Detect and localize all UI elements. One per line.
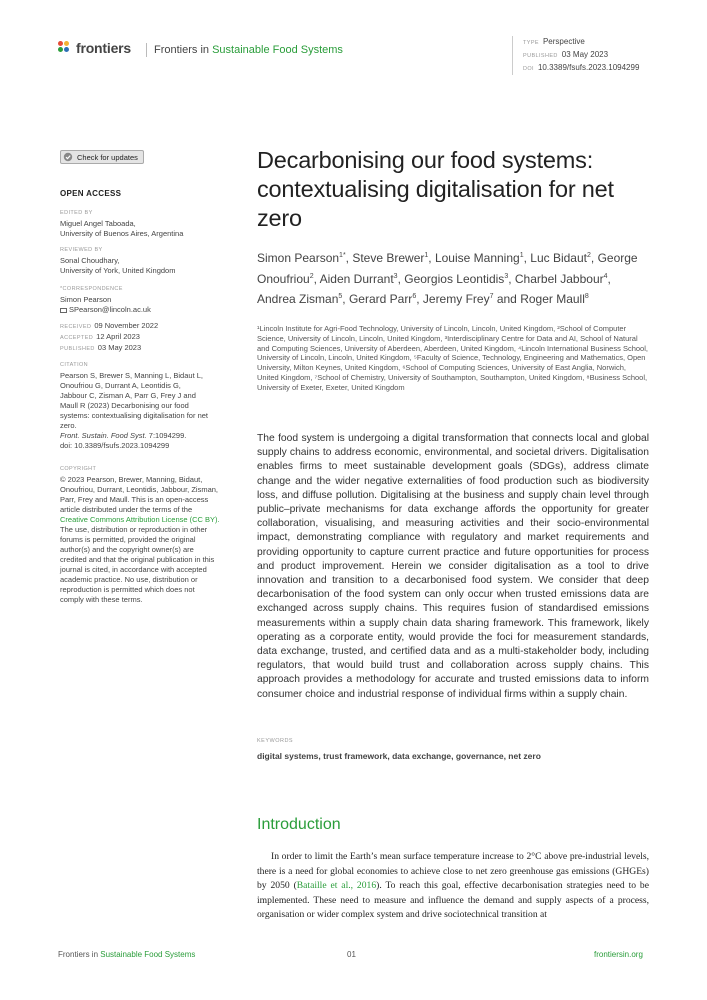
copyright-line: forums is permitted, provided the original (60, 535, 196, 544)
author-affiliation-mark: 2 (309, 272, 314, 280)
affiliations: ¹Lincoln Institute for Agri-Food Technology, University of Lincoln, Lincoln, United Kingdom, ²School of Computer Science, University of Lincoln, Lincoln, United Kingdom, ³Interdisciplinary Centre for Data and AI, School of Natural and Computing Sciences, University of Aberdeen, Aberdeen, United Kingdom, ⁴Lincoln International Business School, University of Lincoln, Lincoln, United Kingdom, ⁵Faculty of Science, Technology, Engineering and Mathematics, Open University, Milton Keynes, United Kingdom, ⁶School of Computing Sciences, University of East Anglia, Norwich, United Kingdom, ⁷School of Chemistry, University of Southampton, Southampton, United Kingdom, ⁸Business School, University of Exeter, Exeter, United Kingdom (257, 324, 648, 392)
author-name[interactable]: George Onoufriou (257, 251, 638, 286)
reviewed-by (60, 245, 240, 276)
sidebar-published-label: PUBLISHED (60, 346, 95, 352)
correspondence-name: Simon Pearson (60, 295, 112, 304)
author-list: Simon Pearson$^{1*}$, Steve Brewer$^1$, Louise Manning$^1$, Luc Bidaut$^2$, George Onoufriou$^2$, Aiden Durrant$^3$, Georgios Leontidis$^3$, Charbel Jabbour$^4$, Andrea Zisman$^5$, Gerard Parr$^6$, Jeremy Frey$^7$ and Roger Maull$^8$ (257, 251, 638, 306)
doi-label: DOI (523, 66, 534, 72)
keywords-label: KEYWORDS (257, 738, 294, 744)
brand-name: frontiers (76, 40, 131, 56)
correspondence (60, 284, 240, 315)
accepted-label: ACCEPTED (60, 335, 94, 341)
citation-line: Maull R (2023) Decarbonising our food (60, 401, 189, 410)
author-name[interactable]: Steve Brewer (352, 251, 425, 265)
author-affiliation-mark: 1 (424, 252, 429, 259)
citation-line: zero. (60, 421, 77, 430)
author-affiliation-mark: 2 (586, 252, 591, 259)
received-label: RECEIVED (60, 324, 92, 330)
correspondence-label: *CORRESPONDENCE (60, 286, 123, 292)
citation-journal-line (60, 431, 240, 441)
article-meta (512, 36, 663, 75)
keywords: digital systems, trust framework, data exchange, governance, net zero (257, 751, 541, 761)
copyright-line: academic practice. No use, distribution or (60, 575, 198, 584)
journal-prefix: Frontiers in (154, 44, 213, 56)
published-label: PUBLISHED (523, 53, 558, 59)
citation-label: CITATION (60, 362, 89, 368)
mail-icon (60, 308, 67, 313)
page-number: 01 (347, 950, 356, 959)
author-affiliation-mark: 1 (519, 252, 524, 259)
author-affiliation-mark: 3 (504, 272, 509, 280)
copyright-line: article distributed under the terms of the (60, 505, 193, 514)
author-affiliation-mark: 6 (412, 293, 417, 300)
copyright-line: comply with these terms. (60, 595, 143, 604)
copyright-line: reproduction is permitted which does not (60, 585, 195, 594)
citation-line: Jabbour C, Zisman A, Parr G, Frey J and (60, 391, 196, 400)
type-value: Perspective (542, 37, 585, 46)
author-name[interactable]: Jeremy Frey (422, 292, 490, 306)
journal-title: Sustainable Food Systems (212, 44, 343, 56)
citation (60, 360, 240, 451)
author-affiliation-mark: 3 (393, 272, 398, 280)
citation-doi[interactable]: doi: 10.3389/fsufs.2023.1094299 (60, 441, 170, 450)
edited-by (60, 208, 240, 239)
author-name[interactable]: Georgios Leontidis (404, 271, 505, 286)
copyright-line: credited and that the original publication in this (60, 555, 215, 564)
edited-by-label: EDITED BY (60, 210, 93, 216)
frontiers-logo-icon (58, 41, 72, 55)
article-dates (60, 321, 240, 354)
open-access-label: OPEN ACCESS (60, 189, 122, 198)
author-name[interactable]: Charbel Jabbour (514, 271, 604, 286)
footer-journal[interactable]: Frontiers in Sustainable Food Systems (58, 950, 196, 959)
copyright-label: COPYRIGHT (60, 466, 97, 472)
citation-line: systems: contextualising digitalisation for net (60, 411, 208, 420)
editor-affiliation: University of Buenos Aires, Argentina (60, 229, 184, 238)
copyright-line: Parr, Frey and Maull. This is an open-access (60, 495, 209, 504)
published-value: 03 May 2023 (561, 50, 609, 59)
editor-name: Miguel Angel Taboada, (60, 219, 136, 228)
license-link[interactable]: Creative Commons Attribution License (CC BY). (60, 515, 220, 524)
introduction-heading: Introduction (257, 816, 341, 833)
author-affiliation-mark: 1* (339, 252, 346, 259)
doi-value[interactable]: 10.3389/fsufs.2023.1094299 (537, 63, 640, 72)
article-title: Decarbonising our food systems: contextualising digitalisation for net zero (257, 147, 614, 231)
update-icon (63, 152, 73, 162)
footer-site-link[interactable]: frontiersin.org (594, 950, 643, 959)
author-name[interactable]: Gerard Parr (348, 292, 413, 306)
copyright-line: journal is cited, in accordance with accepted (60, 565, 207, 574)
author-affiliation-mark: 5 (338, 293, 343, 300)
author-name[interactable]: Simon Pearson (257, 251, 340, 265)
copyright-line: © 2023 Pearson, Brewer, Manning, Bidaut, (60, 475, 203, 484)
sidebar-published-value: 03 May 2023 (97, 343, 142, 352)
check-updates-label: Check for updates (77, 152, 138, 162)
copyright (60, 464, 240, 605)
author-name[interactable]: Luc Bidaut (530, 251, 587, 265)
author-affiliation-mark: 7 (489, 293, 494, 300)
intro-text: In order to limit the Earth’s mean surface temperature increase to 2°C above pre-industrial levels, there is a need for global economies to achieve close to net zero greenhouse gas emissions (GHGEs) by 2050 ( (257, 851, 649, 892)
author-name[interactable]: Louise Manning (434, 251, 520, 265)
correspondence-email[interactable]: SPearson@lincoln.ac.uk (60, 305, 240, 315)
reviewer-name: Sonal Choudhary, (60, 256, 120, 265)
abstract: The food system is undergoing a digital transformation that connects local and global supply chains to address economic, environmental, and societal drivers. Digitalisation enables firms to meet sustainable development goals (SDGs), address climate change and the wider negative externalities of food production such as biodiversity loss, and diffuse pollution. Digitalising at the business and supply chain level through public–private mechanisms for data exchange affords the opportunity for greater collaboration, visualising, and measuring activities and their socio-environmental impact, demonstrating compliance with regulatory and market requirements and providing opportunity to capture current practice and future opportunities for process and product improvement. Herein we consider digitalisation as a tool to drive innovation and transition to a decarbonised food system. We consider that deep decarbonisation of the food system can only occur when trusted emissions data are exchanged across supply chains. This requires fusion of standardised emissions measurements within a supply chain data sharing framework. This framework, likely operating as a corporate entity, would provide the foci for measurement standards, data exchange, trusted, and certified data and as a multi-stakeholder body, including regulators, that would build trust and collaboration across supply chains. This approach provides a methodology for accurate and trusted emissions data to inform consumer choice and industrial response of individual firms within a supply chain. (257, 433, 649, 700)
citation-volume: 7:1094299. (146, 431, 187, 440)
type-label: TYPE (523, 40, 539, 46)
author-affiliation-mark: 4 (603, 272, 608, 280)
author-name[interactable]: Roger Maull (520, 292, 585, 306)
author-name[interactable]: Aiden Durrant (319, 271, 394, 286)
introduction-body (257, 850, 649, 923)
frontiers-logo[interactable] (58, 40, 131, 56)
citation-journal: Front. Sustain. Food Syst. (60, 431, 147, 440)
copyright-line: author(s) and the copyright owner(s) are (60, 545, 194, 554)
journal-name[interactable] (154, 44, 343, 56)
citation-line: Onoufriou G, Durrant A, Leontidis G, (60, 381, 181, 390)
citation-line: Pearson S, Brewer S, Manning L, Bidaut L, (60, 371, 203, 380)
reviewer-affiliation: University of York, United Kingdom (60, 266, 176, 275)
accepted-value: 12 April 2023 (96, 332, 140, 341)
check-for-updates-button[interactable] (60, 150, 144, 164)
intro-text: ). To reach this goal, effective decarbonisation strategies need to be implemented. These need to measure and influence the demand and supply aspects of a process, organisation or wider complex system and drive sociotechnical transition at (257, 880, 649, 921)
citation-link[interactable]: Bataille et al., 2016 (296, 880, 377, 892)
copyright-line: The use, distribution or reproduction in other (60, 525, 208, 534)
copyright-line: Onoufriou, Durrant, Leontidis, Jabbour, Zisman, (60, 485, 218, 494)
author-name[interactable]: Andrea Zisman (257, 292, 339, 306)
reviewed-by-label: REVIEWED BY (60, 247, 103, 253)
received-value: 09 November 2022 (94, 321, 159, 330)
author-affiliation-mark: 8 (584, 293, 589, 300)
header-divider (146, 43, 147, 57)
